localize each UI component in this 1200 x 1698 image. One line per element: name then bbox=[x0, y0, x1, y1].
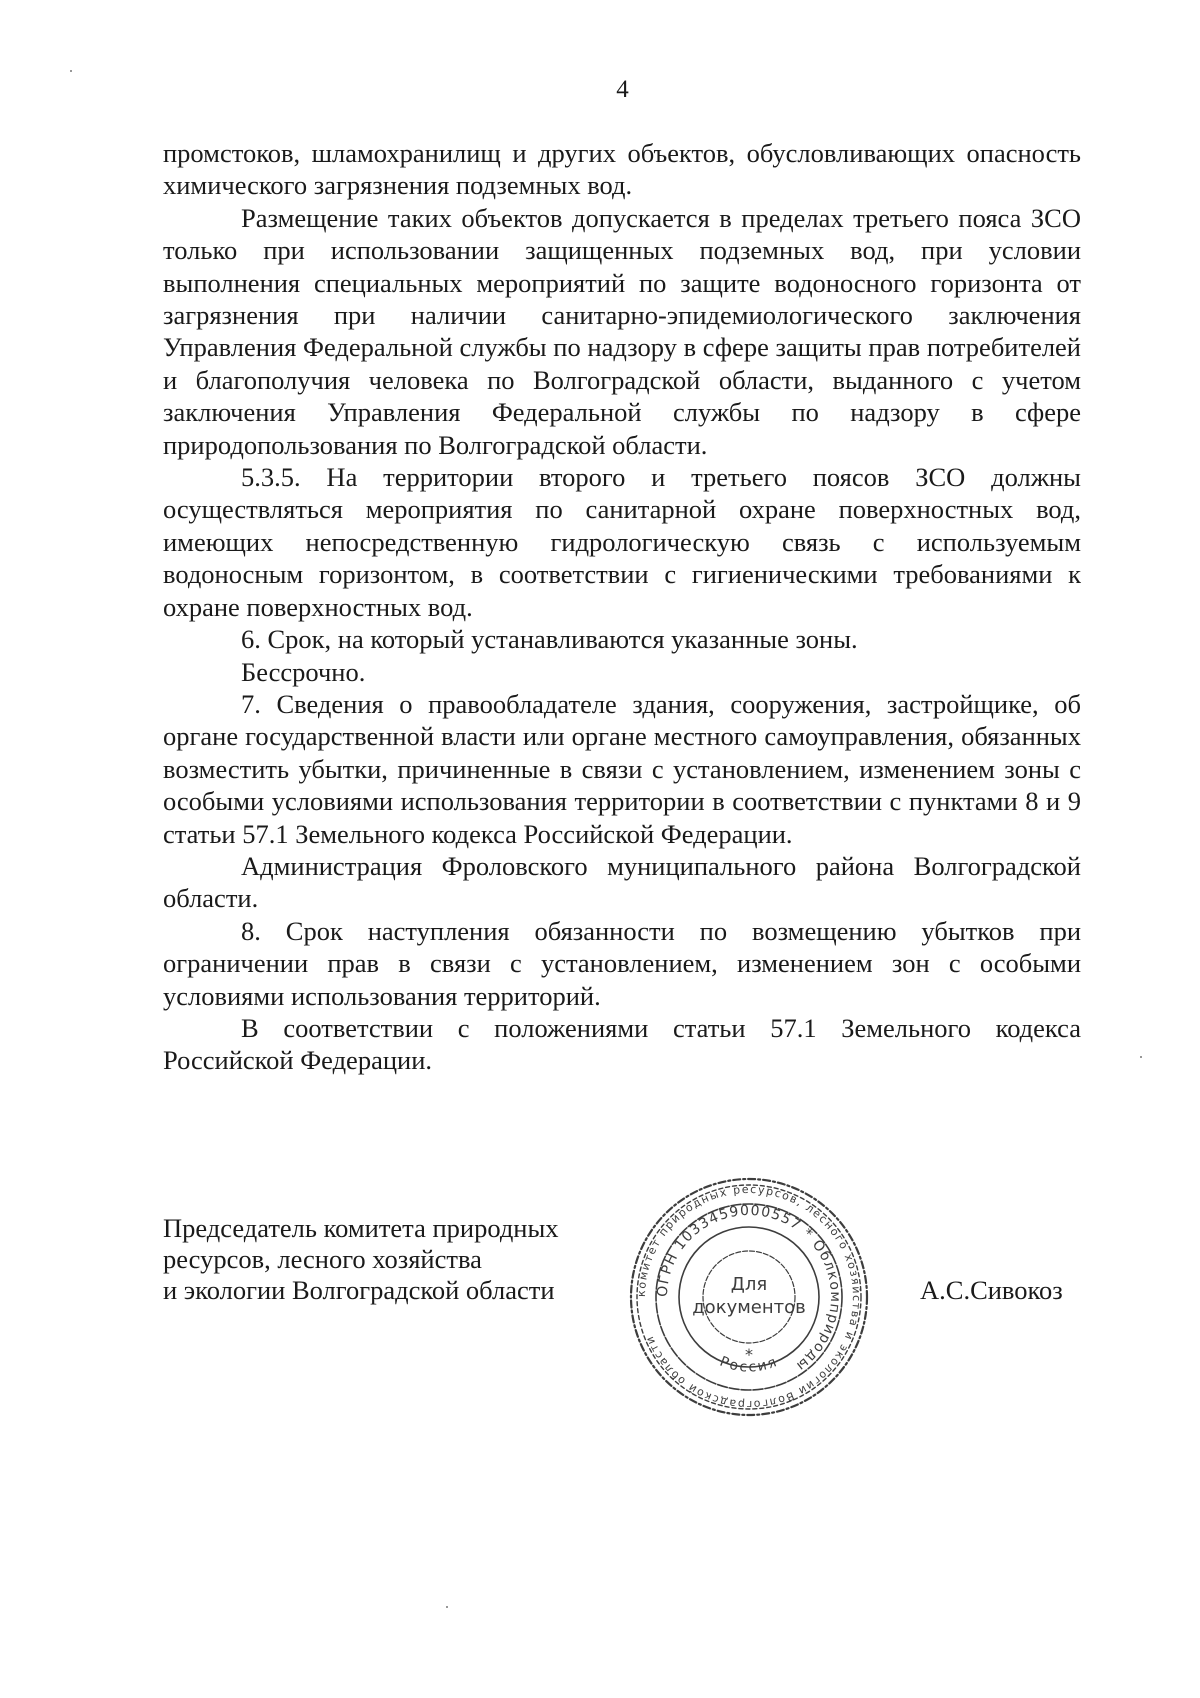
paragraph-8-heading: 8. Срок наступления обязанности по возмещению убытков при ограничении прав в связи с установлением, изменением зон с особыми условиями использования территорий. bbox=[163, 915, 1081, 1011]
signatory-position-line: Председатель комитета природных bbox=[163, 1213, 559, 1243]
seal-center-line-1: Для bbox=[730, 1274, 768, 1295]
paragraph-6-term-heading: 6. Срок, на который устанавливаются указанные зоны. bbox=[241, 624, 858, 655]
seal-outer-ring-text: комитет природных ресурсов, лесного хозяйства и экологии Волгоградской области bbox=[634, 1182, 864, 1412]
signatory-position bbox=[163, 1213, 559, 1306]
paragraph-7-value: Администрация Фроловского муниципального района Волгоградской области. bbox=[163, 850, 1081, 914]
page-number: 4 bbox=[616, 76, 629, 103]
scan-speck bbox=[70, 70, 72, 72]
paragraph-6-term-value: Бессрочно. bbox=[241, 656, 366, 687]
scan-speck bbox=[446, 1606, 448, 1608]
seal-country-text: Россия bbox=[717, 1353, 781, 1376]
paragraph-continuation: промстоков, шламохранилищ и других объектов, обусловливающих опасность химического загрязнения подземных вод. bbox=[163, 138, 1081, 201]
scan-speck bbox=[1140, 1056, 1142, 1058]
star-icon: * bbox=[745, 1345, 753, 1364]
seal-inner-ring-text: ОГРН 1033459000557 * Облкомприроды bbox=[654, 1202, 844, 1375]
signatory-position-line: ресурсов, лесного хозяйства bbox=[163, 1244, 482, 1274]
official-seal bbox=[624, 1172, 874, 1422]
paragraph-8-value: В соответствии с положениями статьи 57.1 Земельного кодекса Российской Федерации. bbox=[163, 1012, 1081, 1076]
document-body bbox=[163, 137, 1081, 1077]
paragraph-placement-conditions: Размещение таких объектов допускается в пределах третьего пояса ЗСО только при использовании защищенных подземных вод, при условии выполнения специальных мероприятий по защите водоносного горизонта от загрязнения при наличии санитарно-эпидемиологического заключения Управления Федеральной службы по надзору в сфере защиты прав потребителей и благополучия человека по Волгоградской области, выданного с учетом заключения Управления Федеральной службы по надзору в сфере природопользования по Волгоградской области. bbox=[163, 202, 1081, 460]
paragraph-7-heading: 7. Сведения о правообладателе здания, сооружения, застройщике, об органе государственной власти или органе местного самоуправления, обязанных возместить убытки, причиненные в связи с установлением, изменением зоны с особыми условиями использования территории в соответствии с пунктами 8 и 9 статьи 57.1 Земельного кодекса Российской Федерации. bbox=[163, 688, 1081, 849]
seal-center-line-2: документов bbox=[692, 1297, 806, 1318]
paragraph-5-3-5: 5.3.5. На территории второго и третьего поясов ЗСО должны осуществляться мероприятия по санитарной охране поверхностных вод, имеющих непосредственную гидрологическую связь с используемым водоносным горизонтом, в соответствии с гигиеническими требованиями к охране поверхностных вод. bbox=[163, 462, 1081, 622]
signatory-name: А.С.Сивокоз bbox=[920, 1275, 1063, 1305]
signatory-position-line: и экологии Волгоградской области bbox=[163, 1275, 555, 1305]
official-seal-graphic bbox=[624, 1172, 874, 1422]
